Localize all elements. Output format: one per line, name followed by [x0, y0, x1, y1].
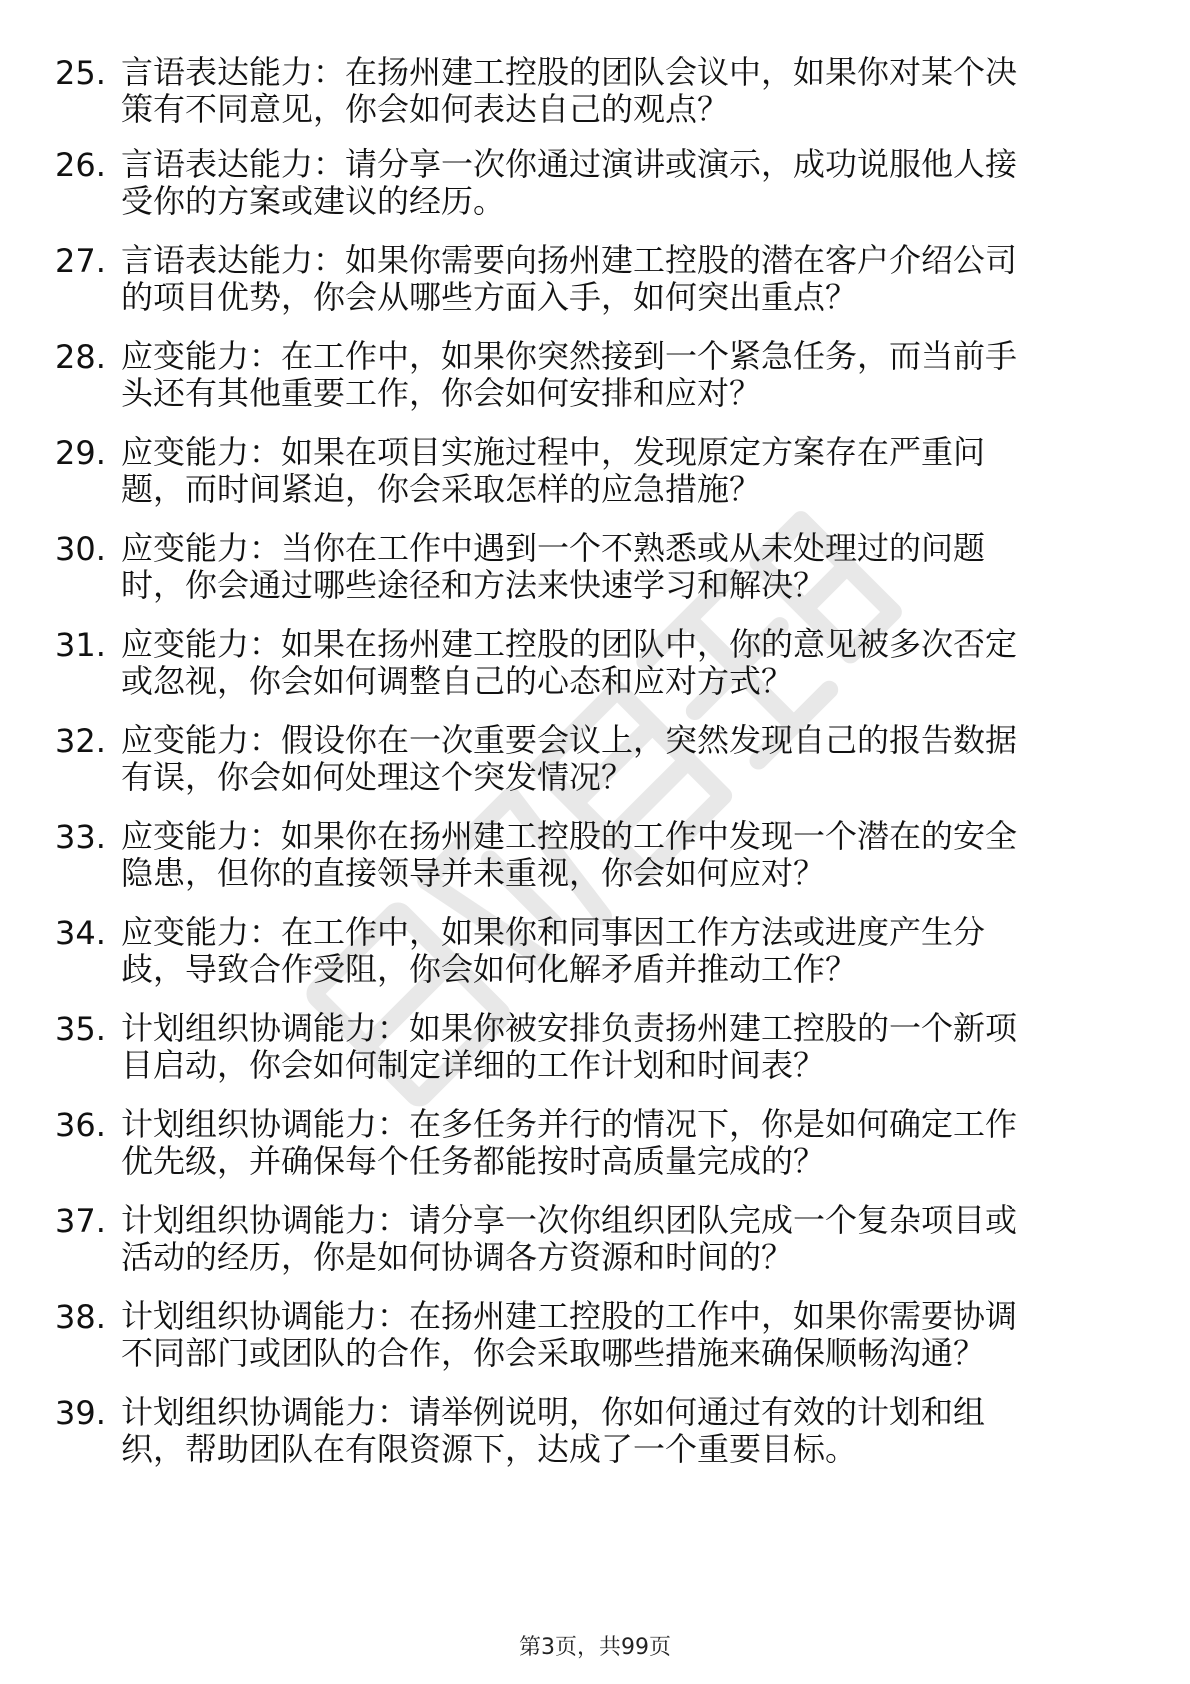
question-text: 计划组织协调能力：请分享一次你组织团队完成一个复杂项目或 活动的经历，你是如何协调各方资源和时间的？: [121, 1201, 1018, 1276]
question-number: 39.: [55, 1394, 106, 1432]
question-number: 30.: [55, 530, 106, 568]
question-text: 应变能力：当你在工作中遇到一个不熟悉或从未处理过的问题 时，你会通过哪些途径和方法来快速学习和解决？: [121, 529, 986, 604]
question-number: 27.: [55, 242, 106, 280]
question-number: 29.: [55, 434, 106, 472]
question-number: 33.: [55, 818, 106, 856]
question-number: 34.: [55, 914, 106, 952]
question-text: 计划组织协调能力：在多任务并行的情况下，你是如何确定工作 优先级，并确保每个任务都能按时高质量完成的？: [121, 1105, 1018, 1180]
question-number: 38.: [55, 1298, 106, 1336]
question-text: 计划组织协调能力：请举例说明，你如何通过有效的计划和组 织，帮助团队在有限资源下，达成了一个重要目标。: [121, 1393, 986, 1468]
question-number: 26.: [55, 146, 106, 184]
question-text: 应变能力：如果在扬州建工控股的团队中，你的意见被多次否定 或忽视，你会如何调整自己的心态和应对方式？: [121, 625, 1018, 700]
question-number: 35.: [55, 1010, 106, 1048]
question-text: 应变能力：如果在项目实施过程中，发现原定方案存在严重问 题，而时间紧迫，你会采取怎样的应急措施？: [121, 433, 986, 508]
question-text: 应变能力：在工作中，如果你突然接到一个紧急任务，而当前手 头还有其他重要工作，你会如何安排和应对？: [121, 337, 1018, 412]
question-text: 应变能力：假设你在一次重要会议上，突然发现自己的报告数据 有误，你会如何处理这个突发情况？: [121, 721, 1018, 796]
question-text: 计划组织协调能力：在扬州建工控股的工作中，如果你需要协调 不同部门或团队的合作，你会采取哪些措施来确保顺畅沟通？: [121, 1297, 1018, 1372]
question-text: 应变能力：如果你在扬州建工控股的工作中发现一个潜在的安全 隐患，但你的直接领导并未重视，你会如何应对？: [121, 817, 1018, 892]
question-number: 37.: [55, 1202, 106, 1240]
question-text: 言语表达能力：在扬州建工控股的团队会议中，如果你对某个决 策有不同意见，你会如何表达自己的观点？: [121, 53, 1018, 128]
question-text: 言语表达能力：如果你需要向扬州建工控股的潜在客户介绍公司 的项目优势，你会从哪些方面入手，如何突出重点？: [121, 241, 1018, 316]
question-number: 32.: [55, 722, 106, 760]
question-text: 应变能力：在工作中，如果你和同事因工作方法或进度产生分 歧，导致合作受阻，你会如何化解矛盾并推动工作？: [121, 913, 986, 988]
question-text: 计划组织协调能力：如果你被安排负责扬州建工控股的一个新项 目启动，你会如何制定详细的工作计划和时间表？: [121, 1009, 1018, 1084]
page-footer: 第3页，共99页: [519, 1635, 671, 1660]
question-number: 36.: [55, 1106, 106, 1144]
question-number: 28.: [55, 338, 106, 376]
question-number: 25.: [55, 54, 106, 92]
question-text: 言语表达能力：请分享一次你通过演讲或演示，成功说服他人接 受你的方案或建议的经历。: [121, 145, 1018, 220]
question-number: 31.: [55, 626, 106, 664]
